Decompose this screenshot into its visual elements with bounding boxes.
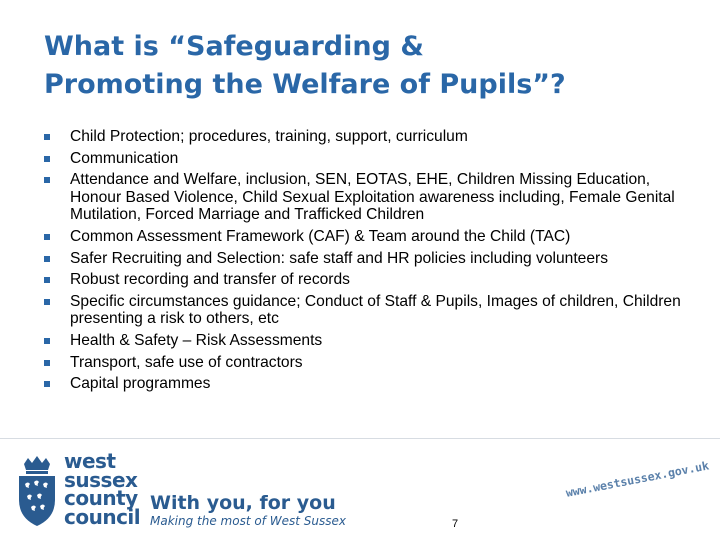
bullet-text: Robust recording and transfer of records bbox=[70, 271, 350, 289]
council-logo-text bbox=[64, 449, 144, 529]
footer-subtagline: Making the most of West Sussex bbox=[150, 514, 346, 528]
logo-word: council bbox=[64, 504, 141, 529]
bullet-item bbox=[44, 128, 684, 146]
bullet-item bbox=[44, 354, 684, 372]
bullet-square-icon bbox=[44, 256, 50, 262]
bullet-text: Common Assessment Framework (CAF) & Team around the Child (TAC) bbox=[70, 227, 571, 245]
footer-tagline: With you, for you bbox=[150, 492, 336, 514]
bullet-square-icon bbox=[44, 338, 50, 344]
county-crest-icon bbox=[14, 454, 60, 528]
bullet-square-icon bbox=[44, 177, 50, 183]
bullet-item bbox=[44, 228, 684, 246]
bullet-item bbox=[44, 271, 684, 289]
bullet-item bbox=[44, 250, 684, 268]
bullet-item bbox=[44, 375, 684, 393]
slide-title bbox=[44, 28, 694, 104]
bullet-item bbox=[44, 171, 684, 224]
bullet-item bbox=[44, 293, 684, 328]
bullet-square-icon bbox=[44, 234, 50, 240]
bullet-square-icon bbox=[44, 156, 50, 162]
bullet-text: Safer Recruiting and Selection: safe staff and HR policies including volunteers bbox=[70, 249, 608, 267]
bullet-text: Attendance and Welfare, inclusion, SEN, EOTAS, EHE, Children Missing Education, Honour Based Violence, Child Sexual Exploitation awareness including, Female Genital Mutilation, Forced Marriage and Trafficked Children bbox=[70, 171, 675, 224]
bullet-text: Transport, safe use of contractors bbox=[70, 353, 303, 371]
bullet-item bbox=[44, 150, 684, 168]
bullet-text: Capital programmes bbox=[70, 375, 211, 393]
title-line-1: What is “Safeguarding & bbox=[44, 31, 424, 62]
bullet-text: Specific circumstances guidance; Conduct of Staff & Pupils, Images of children, Children presenting a risk to others, etc bbox=[70, 292, 681, 328]
bullet-square-icon bbox=[44, 134, 50, 140]
logo-word: west bbox=[64, 449, 116, 473]
bullet-square-icon bbox=[44, 360, 50, 366]
bullet-square-icon bbox=[44, 381, 50, 387]
logo-word: sussex bbox=[64, 467, 138, 492]
bullet-text: Health & Safety – Risk Assessments bbox=[70, 331, 323, 349]
bullet-list bbox=[44, 128, 684, 397]
bullet-text: Child Protection; procedures, training, support, curriculum bbox=[70, 128, 468, 145]
bullet-text: Communication bbox=[70, 149, 179, 167]
page-number: 7 bbox=[452, 518, 459, 530]
bullet-square-icon bbox=[44, 277, 50, 283]
logo-word: county bbox=[64, 486, 138, 510]
bullet-item bbox=[44, 332, 684, 350]
bullet-square-icon bbox=[44, 299, 50, 305]
title-line-2: Promoting the Welfare of Pupils”? bbox=[44, 69, 566, 100]
footer-divider bbox=[0, 438, 720, 439]
footer-url: www.westsussex.gov.uk bbox=[564, 458, 711, 500]
